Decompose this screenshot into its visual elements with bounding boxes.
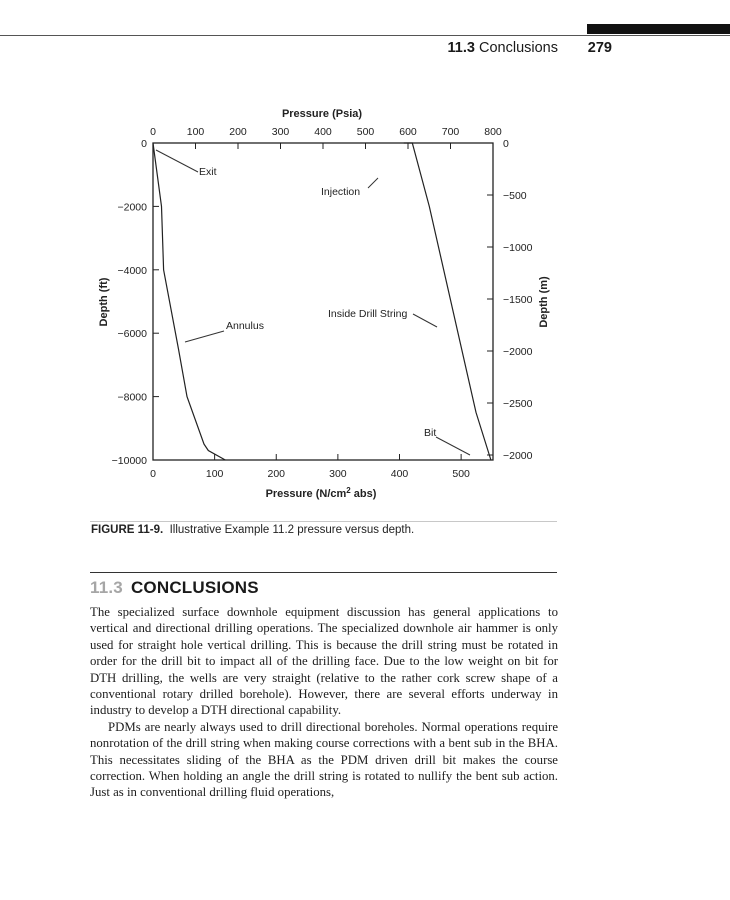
- series-line-inside-drill-string: [404, 143, 491, 460]
- annotation-annulus: Annulus: [226, 320, 264, 332]
- right-tick-label: −1500: [503, 294, 533, 307]
- section-rule: [90, 572, 557, 573]
- annulus-leader: [185, 331, 224, 342]
- annotation-bit: Bit: [424, 427, 437, 439]
- bottom-tick-label: 400: [390, 468, 409, 480]
- header-rule: [0, 35, 730, 36]
- right-axis-label: Depth (m): [538, 276, 550, 328]
- section-heading: [90, 578, 259, 598]
- annotation-exit: Exit: [199, 166, 217, 178]
- paragraph-2: PDMs are nearly always used to drill directional boreholes. Normal operations require nonrotation of the drill string when making course corrections with a bent sub in the BHA. This necessitates sliding of the BHA as the PDM driven drill bit makes the course correction. When holding an angle the drill string is rotated to nullify the bent sub action. Just as in conventional drilling fluid operations,: [90, 719, 558, 800]
- top-tick-label: 500: [356, 126, 375, 138]
- right-axis-ticks: [487, 138, 533, 462]
- left-tick-label: −2000: [117, 201, 147, 214]
- figure-caption: [91, 524, 561, 536]
- exit-leader: [156, 150, 198, 172]
- left-axis-label: Depth (ft): [98, 277, 110, 327]
- bottom-tick-label: 0: [150, 468, 156, 480]
- right-tick-label: −2000: [503, 346, 533, 359]
- bottom-axis-label: Pressure ($N/cm^2$ abs): [265, 486, 377, 500]
- top-tick-label: 300: [271, 126, 290, 138]
- bottom-tick-label: 300: [329, 468, 347, 480]
- figure-label: FIGURE 11-9.: [91, 524, 164, 536]
- top-axis-label: Pressure (Psia): [281, 108, 363, 120]
- left-tick-label: −10000: [111, 455, 147, 467]
- running-head-section-title: Conclusions: [479, 40, 558, 56]
- bottom-tick-label: 200: [267, 468, 286, 480]
- right-tick-label: −1000: [503, 242, 533, 255]
- series-line-annulus: [153, 143, 225, 460]
- section-number: 11.3: [90, 578, 123, 597]
- top-tick-label: 200: [229, 126, 247, 138]
- left-tick-label: −6000: [117, 328, 147, 341]
- paragraph-1: The specialized surface downhole equipment discussion has general applications to vertical and directional drilling operations. The specialized downhole air hammer is only used for straight hole vertical drilling. This is because the drill string must be rotated in order for the drill bit to impact all of the drilling face. Due to the low weight on bit for DTH drilling, the wells are very straight (relative to the rather cork screw shape of a conventional rotary drilled borehole). However, there are several efforts underway in industry to develop a DTH directional capability.: [90, 605, 558, 718]
- figure-caption-text: Illustrative Example 11.2 pressure versus depth.: [169, 524, 415, 536]
- inside-drill-string-leader: [413, 314, 437, 327]
- page-number: 279: [587, 40, 612, 56]
- bottom-axis-ticks: [150, 454, 470, 480]
- top-tick-label: 100: [186, 126, 205, 138]
- bit-leader: [436, 437, 470, 455]
- running-head-section: [448, 40, 558, 56]
- injection-leader: [368, 178, 378, 188]
- left-tick-label: 0: [141, 138, 147, 150]
- left-tick-label: −8000: [117, 391, 147, 404]
- right-tick-label: −2500: [503, 398, 533, 411]
- pressure-depth-chart: [80, 100, 560, 510]
- section-title: CONCLUSIONS: [130, 578, 259, 597]
- top-tick-label: 0: [150, 126, 156, 138]
- top-tick-label: 800: [484, 126, 502, 138]
- bottom-tick-label: 500: [452, 468, 470, 480]
- top-tick-label: 700: [441, 126, 460, 138]
- left-tick-label: −4000: [117, 264, 147, 277]
- top-tick-label: 600: [399, 126, 417, 138]
- figure-rule: [90, 521, 557, 522]
- running-head: [300, 40, 615, 60]
- top-tick-label: 400: [314, 126, 332, 138]
- running-head-section-number: 11.3: [447, 40, 475, 56]
- annotation-inside-drill-string: Inside Drill String: [328, 308, 408, 320]
- top-axis-ticks: [150, 126, 502, 149]
- body-text: [90, 604, 558, 801]
- bottom-tick-label: 100: [205, 468, 224, 480]
- left-axis-ticks: [112, 138, 159, 467]
- right-tick-label: −500: [503, 190, 527, 203]
- right-tick-label: 0: [503, 138, 509, 150]
- annotation-injection: Injection: [321, 186, 361, 198]
- right-tick-label: −2000: [503, 450, 533, 463]
- header-bar: [587, 24, 730, 34]
